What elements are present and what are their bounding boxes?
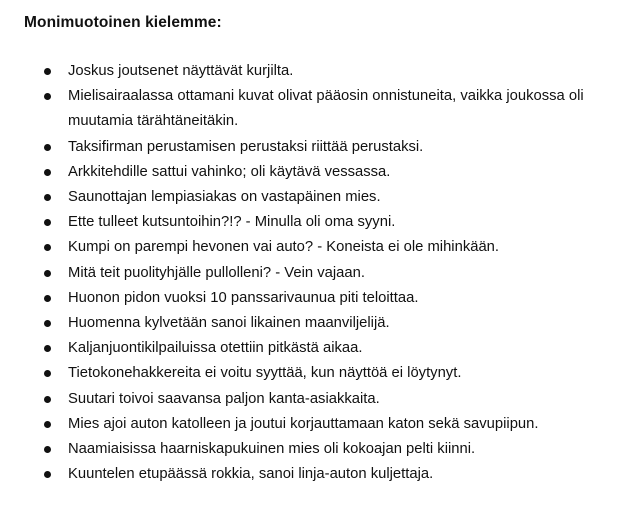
list-item: [0, 412, 639, 437]
bullet-icon: [44, 345, 51, 352]
list-item-text: Naamiaisissa haarniskapukuinen mies oli kokoajan pelti kiinni.: [68, 441, 476, 458]
list-item-text: Saunottajan lempiasiakas on vastapäinen mies.: [68, 189, 381, 206]
bullet-icon: [44, 194, 51, 201]
list-item-text: Ette tulleet kutsuntoihin?!? - Minulla oli oma syyni.: [68, 214, 396, 231]
document-heading: Monimuotoinen kielemme:: [24, 14, 222, 31]
list-item-text: Huonon pidon vuoksi 10 panssarivaunua piti teloittaa.: [68, 289, 419, 306]
list-item-text: Suutari toivoi saavansa paljon kanta-asiakkaita.: [68, 390, 380, 407]
bullet-icon: [44, 421, 51, 428]
list-item: [0, 311, 639, 336]
list-item: [0, 235, 639, 260]
list-item: [0, 84, 616, 134]
list-item: [0, 437, 639, 462]
list-item-text: Kuuntelen etupäässä rokkia, sanoi linja-auton kuljettaja.: [68, 466, 434, 483]
list-item-text: Kumpi on parempi hevonen vai auto? - Koneista ei ole mihinkään.: [68, 239, 500, 256]
bullet-icon: [44, 295, 51, 302]
list-item: [0, 135, 639, 160]
list-item-text: Taksifirman perustamisen perustaksi riittää perustaksi.: [68, 138, 424, 155]
bullet-icon: [44, 244, 51, 251]
list-item: [0, 462, 639, 487]
list-item-text: Arkkitehdille sattui vahinko; oli käytävä vessassa.: [68, 163, 391, 180]
list-item-text: Mielisairaalassa ottamani kuvat olivat pääosin onnistuneita, vaikka joukossa oli muutamia tärähtäneitäkin.: [68, 88, 584, 130]
bullet-icon: [44, 219, 51, 226]
list-item-text: Mitä teit puolityhjälle pullolleni? - Vein vajaan.: [68, 264, 365, 281]
bullet-icon: [44, 270, 51, 277]
bullet-list: [0, 59, 639, 487]
list-item: [0, 261, 639, 286]
bullet-icon: [44, 396, 51, 403]
bullet-icon: [44, 169, 51, 176]
list-item-text: Joskus joutsenet näyttävät kurjilta.: [68, 63, 294, 79]
bullet-icon: [44, 68, 51, 75]
bullet-icon: [44, 144, 51, 151]
list-item: [0, 59, 639, 84]
list-item: [0, 185, 639, 210]
bullet-icon: [44, 320, 51, 327]
list-item: [0, 210, 639, 235]
bullet-icon: [44, 370, 51, 377]
list-item: [0, 286, 639, 311]
list-item: [0, 387, 639, 412]
list-item: [0, 361, 639, 386]
list-item-text: Mies ajoi auton katolleen ja joutui korjauttamaan katon sekä savupiipun.: [68, 415, 539, 432]
bullet-icon: [44, 446, 51, 453]
list-item: [0, 160, 639, 185]
list-item-text: Huomenna kylvetään sanoi likainen maanviljelijä.: [68, 315, 390, 332]
list-item-text: Tietokonehakkereita ei voitu syyttää, kun näyttöä ei löytynyt.: [68, 365, 462, 382]
list-item: [0, 336, 639, 361]
bullet-icon: [44, 471, 51, 478]
bullet-icon: [44, 93, 51, 100]
list-item-text: Kaljanjuontikilpailuissa otettiin pitkästä aikaa.: [68, 340, 363, 357]
